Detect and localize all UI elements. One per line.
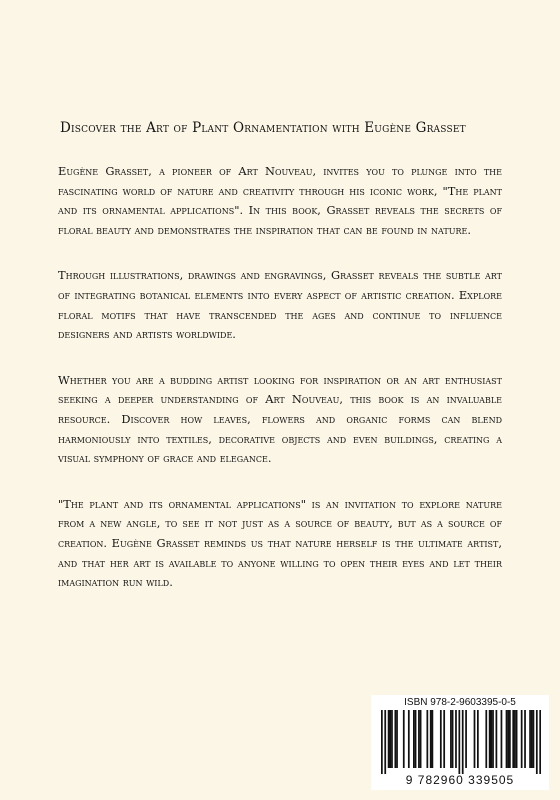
barcode-bar	[529, 710, 531, 768]
barcode-bar	[477, 710, 479, 768]
barcode-bar	[474, 710, 476, 768]
barcode-bar	[485, 710, 487, 768]
cover-title: Discover the Art of Plant Ornamentation with Eugène Grasset	[60, 120, 466, 136]
barcode-bar	[455, 710, 457, 768]
barcode-bar	[420, 710, 422, 768]
barcode-bar	[531, 710, 533, 768]
barcode-bar	[492, 710, 494, 768]
barcode-digits: 9 782960 339505	[405, 773, 515, 787]
barcode-bar	[533, 710, 535, 768]
barcode-bar	[458, 710, 460, 774]
paragraph-4: "The plant and its ornamental applications" is an invitation to explore nature from a new angle, to see it not just as a source of beauty, but as a source of creation. Eugène Grasset reminds us that nature herself is the ultimate artist, and that her art is available to anyone willing to open their eyes and let their imagination run wild.	[58, 496, 502, 590]
barcode-bar	[496, 710, 498, 768]
barcode-bar	[389, 710, 391, 768]
barcode-bar	[516, 710, 518, 768]
barcode-bar	[450, 710, 452, 768]
barcode-bar	[388, 710, 390, 768]
isbn-barcode	[371, 695, 549, 790]
barcode-bar	[489, 710, 491, 768]
barcode-bar	[512, 710, 514, 768]
barcode-bar	[403, 710, 405, 768]
barcode-bar	[506, 710, 508, 768]
barcode-bar	[509, 710, 511, 768]
barcode-bar	[440, 710, 442, 768]
barcode-bar	[413, 710, 415, 768]
barcode-bars-icon	[381, 710, 541, 774]
barcode-bar	[384, 710, 386, 774]
barcode-bar	[521, 710, 523, 768]
barcode-bar	[452, 710, 454, 768]
barcode-bar	[501, 710, 503, 768]
barcode-bar	[381, 710, 383, 774]
barcode-bar	[462, 710, 464, 774]
barcode-bar	[539, 710, 541, 774]
barcode-bar	[408, 710, 410, 768]
paragraph-3: Whether you are a budding artist looking for inspiration or an art enthusiast seeking a deeper understanding of Art Nouveau, this book is an invaluable resource. Discover how leaves, flowers and organic forms can blend harmoniously into textiles, decorative objects and even buildings, creating a visual symphony of grace and elegance.	[58, 372, 502, 466]
barcode-bar	[396, 710, 398, 768]
barcode-bar	[418, 710, 420, 768]
isbn-label: ISBN 978-2-9603395-0-5	[404, 697, 516, 708]
barcode-bar	[465, 710, 467, 768]
barcode-bar	[432, 710, 434, 768]
barcode-bar	[430, 710, 432, 768]
barcode-bar	[443, 710, 445, 768]
barcode-bar	[415, 710, 417, 768]
barcode-bar	[391, 710, 393, 768]
barcode-bar	[490, 710, 492, 768]
barcode-bar	[524, 710, 526, 768]
barcode-bar	[514, 710, 516, 768]
paragraph-1: Eugène Grasset, a pioneer of Art Nouveau, invites you to plunge into the fascinating world of nature and creativity through his iconic work, "The plant and its ornamental applications". In this book, Grasset reveals the secrets of floral beauty and demonstrates the inspiration that can be found in nature.	[58, 164, 502, 237]
barcode-bar	[507, 710, 509, 768]
barcode-bar	[426, 710, 428, 768]
barcode-bar	[536, 710, 538, 774]
paragraph-2: Through illustrations, drawings and engravings, Grasset reveals the subtle art of integrating botanical elements into every aspect of artistic creation. Explore floral motifs that have transcended the ages and continue to influence designers and artists worldwide.	[58, 268, 502, 342]
barcode-bar	[394, 710, 396, 768]
